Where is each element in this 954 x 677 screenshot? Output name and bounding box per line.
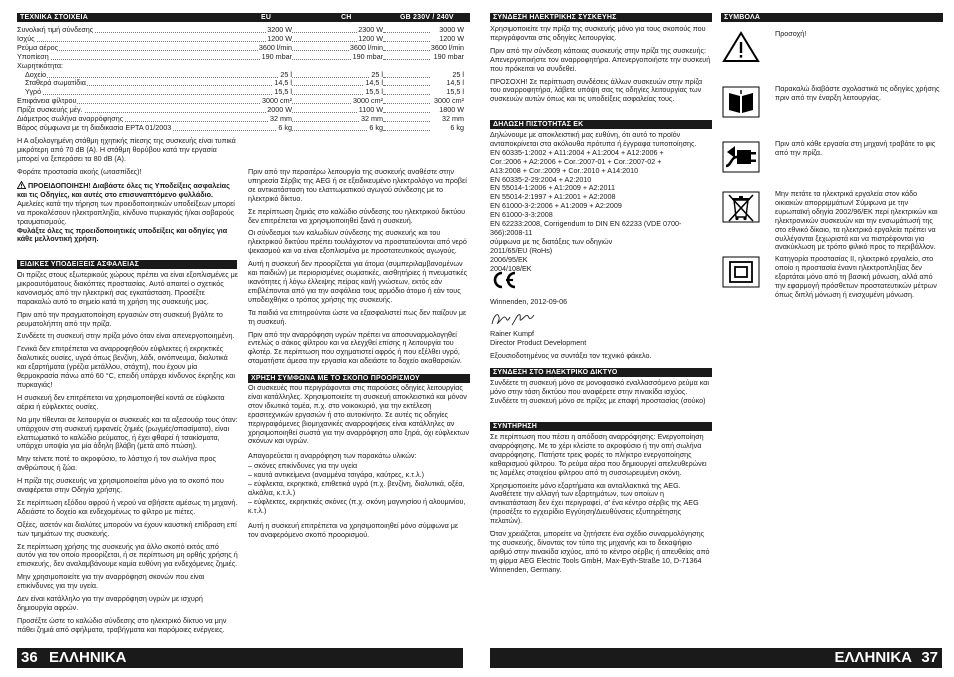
mains-paragraph: ΠΡΟΣΟΧΗ! Σε περίπτωση συνδέσεις άλλων συσκευών στην πρίζα του αναρροφητήρα, λάβετε υπόψη σας τις οδηγίες λειτουργίας των συσκευών αυτών όπως και τις υποδείξεις ασφαλείας τους. (490, 76, 703, 104)
noise-block (17, 137, 237, 181)
spec-row-label: Συνολική τιμή σύνδεσης (17, 25, 94, 34)
standard-item: EN 61000-3-3:2008 (490, 210, 553, 220)
forbidden-item: – εύφλεκτες, εκρηκτικές σκόνες (π.χ. σκόνη μαγνησίου ή αλουμινίου, κ.τ.λ.) (248, 496, 466, 515)
usage-paragraph: Πριν από την περαιτέρω λειτουργία της συσκευής αναθέστε στην υπηρεσία Σέρβις της AEG ή σε εξειδικευμένο ηλεκτρολόγο να προβεί σε αντικατάσταση του ελαττωματικού αγωγού σύνδεσης με το ηλεκτρικό δίκτυο. (248, 167, 467, 203)
spec-value-ch: 3000 cm² (353, 96, 383, 106)
conformity-header (490, 120, 712, 129)
conformity-header-text: ΔΗΛΩΣΗ ΠΙΣΤΟΤΗΤΑΣ ΕΚ (493, 121, 584, 128)
place-date-text: Winnenden, 2012-09-06 (490, 297, 568, 306)
spec-value-eu: 14,5 l (274, 78, 292, 88)
spec-value-ch: 32 mm (361, 114, 383, 123)
spec-value-gb: 6 kg (450, 122, 464, 132)
standards-list (490, 149, 712, 274)
spec-value-ch: 14,5 l (365, 78, 383, 88)
ce-mark (491, 270, 517, 290)
signer-title: Director Product Development (490, 337, 587, 347)
spec-value-gb: 3600 l/min (430, 42, 464, 52)
spec-row-label: Χωρητικότητα: (17, 60, 64, 70)
col-eu: EU (261, 14, 272, 21)
safety-paragraph: Προσέξτε ώστε το καλώδιο σύνδεσης στο ηλεκτρικό δίκτυο να μην πάθει ζημιά από σφήλματα, τραβήγματα και παρόμοιες ενέργειες. (17, 615, 227, 634)
symbols-header-text: ΣΥΜΒΟΛΑ (724, 14, 761, 21)
standard-item: Cor.:2006 + A2:2006 + Cor.:2007-01 + Cor.:2007-02 + (490, 156, 662, 166)
supply-paragraph: Συνδέετε τη συσκευή μόνο σε μονοφασικό εναλλασσόμενο ρεύμα και μόνο στην τάση δικτύου που αναφέρετε στην πινακίδα ισχύος. Συνδέετε τη συσκευή μόνο σε πρίζες με επαφή προστασίας (σούκο) (490, 378, 709, 405)
standard-item: 2006/95/EK (490, 254, 528, 264)
col-gb: GB 230V / 240V (400, 14, 454, 21)
forbidden-item: – εύφλεκτα, εκρηκτικά, επιθετικά υγρά (π.χ. βενζίνη, διαλυτικά, οξέα, αλκάλια, κ.τ.λ.) (248, 479, 465, 497)
usage-paragraph: Αυτή η συσκευή δεν προορίζεται για άτομα (συμπεριλαμβανομένων και παιδιών) με περιορισμένες σωματικές, αισθητήριες ή πνευματικές ικανότητες ή λόγω έλλειψης πείρας και/ή γνώσεων, εκτός εάν επιβλέπονται από για την ασφάλεια τους αρμόδιο άτομο ή εάν τους υποδειχθήκε ο τρόπος χρήσης της συσκευής. (248, 259, 468, 304)
spec-value-ch: 2300 W (358, 25, 383, 34)
forbidden-item: – καυτά αντικείμενα (αναμμένα τσιγάρα, καύτρες, κ.τ.λ.) (248, 470, 425, 480)
spec-value-gb: 1800 W (439, 105, 464, 115)
safety-paragraph: Μην χρησιμοποιείτε για την αναρρόφηση σκονών που είναι επικίνδυνες για την υγεία. (17, 572, 205, 591)
spec-value-ch: 6 kg (369, 122, 383, 132)
spec-value-gb: 3000 cm² (434, 96, 464, 106)
spec-value-ch: 25 l (371, 69, 383, 79)
noise-text: Η Α αξιολογημένη στάθμη ηχητικής πίεσης της συσκευής είναι τυπικά μικρότερη από 70 dB (A). Η στάθμη θορύβου κατά την εργασία μπορεί να ξεπεράσει τα 80 dB (A). (17, 136, 236, 163)
symbol-row (721, 85, 943, 135)
spec-row-label: Σταθερά σωματίδια (25, 78, 86, 88)
spec-row-label: Δοχείο (25, 69, 47, 79)
supply-header (490, 368, 712, 377)
standard-item: EN 61000-3-2:2006 + A1:2009 + A2:2009 (490, 201, 622, 211)
safety-paragraph: Σε περίπτωση εξόδου αφρού ή νερού να σβήσετε αμέσως τη μηχανή. Αδειάστε το δοχείο και ενδεχομένως το φίλτρο με πιέτες. (17, 497, 238, 516)
safety-paragraph: Να μην τίθενται σε λειτουργία οι συσκευές και τα αξεσουάρ τους όταν: υπάρχουν στη συσκευή εμφανείς ζημιές (ρωγμές/σπασίματα), είναι ελαττωματικό το καλώδιο ρεύματος, ή έχει φθαρεί ή τσακίσματα, υπάρχει υποψία για μία άδηλη βλάβη (μετά από πτώση). (17, 414, 238, 451)
spec-row-label: Ισχύς (17, 33, 35, 43)
mains-paragraph: Πριν από την σύνδεση κάποιας συσκευής στην πρίζα της συσκευής: Απενεργοποιήστε τον αναρροφητήρα. Απενεργοποιήστε την συσκευή που πρόκειται να συνδεθεί. (490, 45, 711, 73)
spec-value-gb: 190 mbar (433, 51, 464, 61)
spec-row-label: Υποπίεση (17, 51, 49, 61)
spec-value-gb: 3000 W (439, 25, 464, 34)
safety-paragraph: Γενικά δεν επιτρέπεται να αναρροφηθούν εύφλεκτες ή εκρηκτικές διαλυτικές ουσίες, υγρά όπως βενζίνη, λάδι, οινόπνευμα, διαλυτικά και εξαρτήματα (γρέζια μετάλλου, στάχτη), που έχουν μία θερμοκρασία πάνω από 60 °C, επειδή υπάρχει κίνδυνος έκρηξης και πυρκαγιάς! (17, 344, 235, 389)
symbols-header (721, 13, 943, 22)
mains-text (490, 25, 712, 108)
safety-header (17, 260, 237, 269)
spec-value-gb: 25 l (452, 69, 464, 79)
mains-header (490, 13, 712, 22)
supply-text (490, 379, 712, 410)
maintenance-header (490, 422, 712, 431)
symbol-text: Προσοχή! (775, 29, 807, 38)
spec-value-eu: 3200 W (267, 25, 292, 34)
spec-value-eu: 6 kg (278, 122, 292, 132)
usage-paragraph: Τα παιδιά να επιτηρούνται ώστε να εξασφαλιστεί πως δεν παίζουν με τη συσκευή. (248, 307, 467, 326)
spec-leader (25, 77, 290, 78)
intended-use-header (248, 374, 470, 383)
signer-name: Rainer Kumpf (490, 329, 534, 338)
maintenance-paragraph: Σε περίπτωση που πέσει η απόδοση αναρρόφησης: Ενεργοποίηση αναρρόφησης. Με το χέρι κλείστε το ακροφύσιο ή την οπή σωλήνα αναρρόφησης. Πατήστε τρεις φορές το πλήκτρο ενεργοποίησης καθαρισμού φίλτρου. Το ρεύμα αέρα που δημιουργεί απελευθερώνει τις λαμέλες στοιχείου φίλτρου από τη συσσωρευμένη σκόνη. (490, 432, 707, 477)
mains-paragraph: Χρησιμοποιείτε την πρίζα της συσκευής μόνο για τους σκοπούς που περιγράφονται στις οδηγίες λειτουργίας. (490, 24, 706, 42)
standard-item: σύμφωνα με τις διατάξεις των οδηγιών (490, 236, 613, 246)
right-page (477, 0, 954, 677)
spec-columns-header (247, 13, 470, 22)
spec-row-label: Βάρος σύμφωνα με τη διαδικασία EPTA 01/2003 (17, 122, 172, 132)
safety-paragraph: Πριν από την πραγματοποίηση εργασιών στη συσκευή βγάλτε το ρευματολήπτη από την πρίζα. (17, 309, 223, 328)
warning-lead: ΠΡΟΕΙΔΟΠΟΙΗΣΗ! Διαβάστε όλες τις Υποδείξεις ασφαλείας και τις Οδηγίες, και αυτές στο επισυναπτόμενο φυλλάδιο. (17, 181, 230, 199)
maintenance-text (490, 433, 712, 579)
warning-keep: Φυλάξτε όλες τις προειδοποιητικές υποδείξεις και οδηγίες για κάθε μελλοντική χρήση. (17, 225, 228, 244)
symbol-text: Κατηγορία προστασίας ΙΙ, ηλεκτρικό εργαλείο, στο οποίο η προστασία έναντι ηλεκτροπληξίας δεν εξαρτάται μόνο από τη βασική μόνωση, αλλά από την εφαρμογή πρόσθετων προστατευτικών μέτρων όπως διπλή μόνωση ή ενισχυμένη μόνωση. (775, 254, 937, 299)
standard-item: EN 55014-1:2006 + A1:2009 + A2:2011 (490, 183, 615, 193)
supply-header-text: ΣΥΝΔΕΣΗ ΣΤΟ ΗΛΕΚΤΡΙΚΟ ΔΙΚΤΥΟ (493, 369, 618, 376)
spec-leader (25, 94, 290, 95)
col-ch: CH (341, 14, 352, 21)
maintenance-paragraph: Χρησιμοποιείτε μόνο εξαρτήματα και ανταλλακτικά της AEG. Αναθέτετε την αλλαγή των εξαρτημάτων, των οποίων η αντικατάσταση δεν έχει περιγραφεί, σ' ένα κέντρο σέρβις της AEG (προσέξτε το εγχειρίδιο Εγγύηση/Διευθύνσεις εξυπηρέτησης πελατών). (490, 480, 699, 526)
manual-icon (721, 85, 761, 119)
safety-paragraph: Η συσκευή δεν επιτρέπεται να χρησιμοποιηθεί κοντά σε εύφλεκτα αέρια ή εύφλεκτες ουσίες. (17, 392, 225, 411)
usage-paragraph: Πριν από την αναρρόφηση υγρών πρέπει να αποσυναρμολογηθεί εντελώς ο σάκος φίλτρου και να ελεγχθεί επίσης η λειτουργία του φλοτέρ. Σε περίπτωση που σχηματιστεί αφρός ή που εξέλθει υγρό, σταματήστε άμεσα την εργασία και αδειάστε το δοχείο ακαθαρσιών. (248, 329, 462, 366)
standard-item: EN 60335-1:2002 + A11:2004 + A1:2004 + A12:2006 + (490, 147, 664, 157)
spec-row-label: Πρίζα συσκευής μέγ. (17, 105, 83, 115)
standard-item: 2011/65/EU (RoHs) (490, 245, 553, 255)
symbol-row (721, 30, 943, 80)
symbol-text: Μην πετάτε τα ηλεκτρικά εργαλεία στον κάδο οικιακών απορριμμάτων! Σύμφωνα με την ευρωπαϊκή οδηγία 2002/96/ΕΚ περί ηλεκτρικών και ηλεκτρονικών συσκευών και την ενσωμάτωσή της στο εθνικό δίκαιο, τα ηλεκτρικά εργαλεία πρέπει να συλλέγονται ξεχωριστά και να πιστρέφονται για ανακύκλωση με τρόπο φιλικό προς το περιβάλλον. (775, 189, 938, 252)
spec-leader (17, 59, 290, 60)
maintenance-paragraph: Όταν χρειάζεται, μπορείτε να ζητήσετε ένα σχέδιο συναρμολόγησης της συσκευής, δίνοντας τον τύπο της μηχανής και το δεκαψήφιο αριθμό στην πινακίδα ισχύος, από το κέντρο σέρβις ή απευθείας από τη φίρμα AEG Electric Tools GmbH, Max-Eyth-Straße 10, D-71364 Winnenden, Germany. (490, 529, 710, 574)
spec-value-eu: 1200 W (267, 33, 292, 43)
weee-bin-icon (721, 190, 761, 224)
spec-row-label: Διάμετρος σωλήνα αναρρόφησης (17, 114, 124, 123)
standard-item: EN 60335-2-29:2004 + A2:2010 (490, 174, 592, 184)
forbidden-intro: Απαγορεύεται η αναρρόφηση των παρακάτω υλικών: (248, 451, 417, 461)
symbol-text: Πριν από κάθε εργασία στη μηχανή τραβάτε το φις από την πρίζα. (775, 139, 936, 157)
signer-block (490, 330, 712, 361)
symbol-text: Παρακαλώ διαβάστε σχολαστικά τις οδηγίες χρήσης πριν από την έναρξη λειτουργίας. (775, 84, 940, 102)
safety-paragraph: Οξέες, ασετόν και διαλύτες μπορούν να έχουν καυστική επίδραση επί των τμημάτων της συσκευής. (17, 519, 237, 538)
intended-use-text (248, 384, 470, 544)
forbidden-item: – σκόνες επικίνδυνες για την υγεία (248, 461, 358, 471)
ce-icon (491, 270, 517, 290)
intended-final: Αυτή η συσκευή επιτρέπεται να χρησιμοποιηθεί μόνο σύμφωνα με τον αναφερόμενο σκοπό προορισμού. (248, 520, 459, 539)
safety-paragraph: Συνδέετε τη συσκευή στην πρίζα μόνο όταν είναι απενεργοποιημένη. (17, 331, 235, 341)
forbidden-list (248, 462, 470, 515)
usage-paragraph: Οι σύνδεσμοι των καλωδίων σύνδεσης της συσκευής και του ηλεκτρικού δικτύου πρέπει τουλάχιστον να προστατεύονται από νερό ψεκασμού και να είναι εξοπλισμένα με προστατευτικούς αγωγούς. (248, 228, 467, 256)
spec-value-gb: 15,5 l (446, 87, 464, 97)
conformity-text (490, 131, 712, 274)
warning-rest: Αμελείες κατά την τήρηση των προειδοποιητικών υποδείξεων μπορεί να προκαλέσουν ηλεκτροπληξία, κίνδυνο πυρκαγιάς ή/και σοβαρούς τραυματισμούς. (17, 198, 235, 226)
spec-row-label: Επιφάνεια φίλτρου (17, 96, 77, 106)
hearing-protection-text: Φοράτε προστασία ακοής (ωτασπίδες)! (17, 166, 142, 176)
spec-value-ch: 15,5 l (365, 87, 383, 97)
mains-header-text: ΣΥΝΔΕΣΗ ΗΛΕΚΤΡΙΚΗΣ ΣΥΣΚΕΥΗΣ (493, 14, 617, 21)
spec-value-gb: 14,5 l (446, 78, 464, 88)
symbol-row (721, 140, 943, 190)
footer-left (17, 648, 463, 668)
spec-value-eu: 3000 cm² (262, 96, 292, 106)
spec-value-eu: 190 mbar (261, 51, 292, 61)
safety-paragraph: Η πρίζα της συσκευής να χρησιμοποιείται μόνο για το σκοπό που αναφέρεται στην Οδηγία χρήσης. (17, 476, 224, 495)
language-right: ΕΛΛΗΝΙΚΑ (834, 649, 912, 666)
authorized-text: Εξουσιοδοτημένος να συντάξει τον τεχνικό φάκελο. (490, 350, 652, 360)
safety-paragraph: Οι πρίζες στους εξωτερικούς χώρους πρέπει να είναι εξοπλισμένες με μικροαυτόματους διακόπτες προστασίας. Αυτό απαιτεί ο σχετικός κανονισμός από την ηλεκτρική σας εγκατάσταση. Προσέξτε παρακαλώ αυτό το σημείο κατά τη χρήση της συσκευής μας. (17, 270, 239, 306)
place-date (490, 298, 712, 307)
standard-item: EN 62233:2008, Corrigendum to DIN EN 62233 (VDE 0700-366):2008-11 (490, 219, 682, 237)
spec-value-eu: 2000 W (267, 105, 292, 115)
footer-right (490, 648, 942, 668)
safety-paragraph: Δεν είναι κατάλληλο για την αναρρόφηση υγρών με ισχυρή δημιουργία αφρών. (17, 594, 203, 612)
spec-value-ch: 190 mbar (352, 51, 383, 61)
cord-and-usage-text (248, 168, 470, 370)
spec-value-eu: 25 l (280, 69, 292, 79)
usage-paragraph: Σε περίπτωση ζημιάς στο καλώδιο σύνδεσης του ηλεκτρικού δικτύου δεν επιτρέπεται να χρησιμοποιηθεί ξανά η συσκευή. (248, 206, 466, 225)
safety-paragraph: Σε περίπτωση χρήσης της συσκευής για άλλο σκοπό εκτός από αυτόν για τον οποίο προορίζεται, ή σε περίπτωση μη ορθής χρήσης ή επισκευής, δεν αναλαμβάνουμε καμία ευθύνη για ενδεχόμενες ζημιές. (17, 541, 238, 569)
class-ii-icon (721, 255, 761, 289)
safety-text (17, 271, 239, 639)
spec-value-gb: 32 mm (442, 114, 464, 123)
language-left: ΕΛΛΗΝΙΚΑ (49, 649, 127, 666)
spec-value-gb: 1200 W (439, 33, 464, 43)
intended-use-header-text: ΧΡΗΣΗ ΣΥΜΦΩΝΑ ΜΕ ΤΟ ΣΚΟΠΟ ΠΡΟΟΡΙΣΜΟΥ (251, 375, 420, 382)
spec-header-text: ΤΕΧΝΙΚΑ ΣΤΟΙΧΕΙΑ (20, 14, 88, 21)
safety-header-text: ΕΙΔΙΚΕΣ ΥΠΟΔΕΙΞΕΙΣ ΑΣΦΑΛΕΙΑΣ (20, 261, 139, 268)
spec-header (17, 13, 247, 22)
standard-item: EN 55014-2:1997 + A1:2001 + A2:2008 (490, 192, 616, 202)
spec-row-label: Υγρό (25, 87, 42, 97)
standard-item: 2004/108/EK (490, 263, 532, 273)
spec-value-eu: 3600 l/min (258, 42, 292, 52)
warning-icon (17, 181, 26, 189)
spec-value-eu: 15,5 l (274, 87, 292, 97)
maintenance-header-text: ΣΥΝΤΗΡΗΣΗ (493, 423, 538, 430)
page-number-right: 37 (921, 649, 938, 666)
warning-block (17, 181, 239, 248)
intended-use-paragraph: Οι συσκευές που περιγράφονται στις παρούσες οδηγίες λειτουργίας είναι κατάλληλες. Χρησιμοποιείτε τη συσκευή αποκλειστικά και μόνον στον ιδιωτικό τομέα, π.χ. στο νοικοκυριό, για την εκτέλεση ερασιτεχνικών εργασιών ή στο αυτοκίνητο. Σε αυτές τις οδηγίες περιγραφόμενες βιομηχανικές αναρροφήσεις είναι κατάλληλες αν χρησιμοποιηθεί σωστά για την αναρρόφηση απο ξηρά, όχι εύφλεκτων σκόνων και υγρών. (248, 383, 470, 446)
conformity-statement: Δηλώνουμε με αποκλειστική μας ευθύνη, ότι αυτό το προϊόν ανταποκρίνεται στα ακόλουθα πρότυπα ή έγγραφα τυποποίησης. (490, 130, 697, 148)
signature-image (490, 309, 560, 329)
spec-value-ch: 1100 W (358, 105, 383, 115)
symbol-row (721, 255, 943, 305)
unplug-icon (721, 140, 761, 174)
warning-icon (721, 30, 761, 64)
spec-value-ch: 1200 W (358, 33, 383, 43)
spec-value-ch: 3600 l/min (349, 42, 383, 52)
spec-value-eu: 32 mm (270, 114, 292, 123)
standard-item: A13:2008 + Cor.:2009 + Cor.:2010 + A14:2010 (490, 165, 639, 175)
symbol-row (721, 189, 943, 252)
page-number-left: 36 (21, 649, 38, 666)
spec-leader (17, 41, 290, 42)
spec-row-label: Ρεύμα αέρος (17, 42, 59, 52)
safety-paragraph: Μην τείνετε ποτέ το ακροφύσιο, το λάστιχο ή τον σωλήνα προς ανθρώπους ή ζώα. (17, 454, 216, 473)
